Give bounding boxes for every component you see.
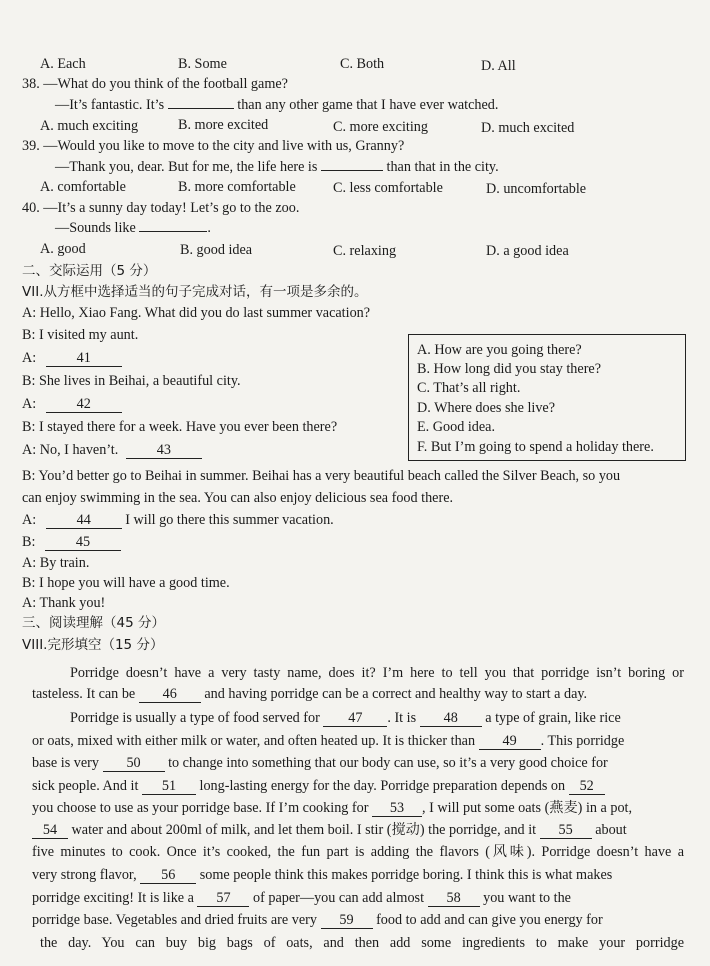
q40-option-c: C. relaxing — [333, 243, 397, 259]
q40-question — [22, 199, 299, 217]
q40-response: —Sounds like . — [55, 220, 211, 236]
blank-41: 41 — [46, 351, 122, 367]
box-option-f: F. But I’m going to spend a holiday there. — [417, 439, 654, 455]
q39-number: 39. — [22, 138, 40, 154]
blank-54: 54 — [32, 823, 68, 839]
box-option-e: E. Good idea. — [417, 419, 496, 435]
passage-line-8: 54 water and about 200ml of milk, and let them boil. I stir (搅动) the porridge, and it 55 about — [32, 821, 627, 839]
dialog-line-9: can enjoy swimming in the sea. You can also enjoy delicious sea food there. — [22, 490, 454, 506]
dialog-line-6: B: I stayed there for a week. Have you ever been there? — [22, 419, 338, 435]
q39-option-d: D. uncomfortable — [486, 181, 587, 197]
q37-option-c: C. Both — [340, 56, 385, 72]
dialog-line-12: A: By train. — [22, 555, 90, 571]
q39-question — [22, 137, 404, 155]
dialog-line-5: A: 42 — [22, 395, 122, 413]
blank-49: 49 — [479, 734, 541, 750]
q40-text: —It’s a sunny day today! Let’s go to the zoo. — [43, 200, 300, 216]
blank-42: 42 — [46, 397, 122, 413]
options-box — [408, 334, 686, 461]
q39-response: —Thank you, dear. But for me, the life here is than that in the city. — [55, 159, 499, 175]
dialog-line-8: B: You’d better go to Beihai in summer. Beihai has a very beautiful beach called the Silver Beach, so you — [22, 468, 621, 484]
section-3-subheading: VIII.完形填空（15 分） — [22, 637, 164, 653]
passage-line-7: you choose to use as your porridge base. If I’m cooking for 53 , I will put some oats (燕麦) in a pot, — [32, 800, 633, 816]
dialog-line-4: B: She lives in Beihai, a beautiful city. — [22, 373, 241, 389]
dialog-line-2: B: I visited my aunt. — [22, 327, 139, 343]
blank-52: 52 — [569, 779, 605, 795]
passage-line-3: Porridge is usually a type of food served for 47 . It is 48 a type of grain, like rice — [70, 710, 621, 726]
blank-45: 45 — [45, 535, 121, 551]
passage-line-9: five minutes to cook. Once it’s cooked, the fun part is adding the flavors (风味). Porridge doesn’t have a — [32, 844, 684, 860]
q39-option-c: C. less comfortable — [333, 180, 443, 196]
blank-56: 56 — [140, 868, 196, 884]
q38-option-b: B. more excited — [178, 117, 269, 133]
passage-line-11: porridge exciting! It is like a 57 of paper—you can add almost 58 you want to the — [32, 890, 571, 906]
q38-question — [22, 75, 288, 93]
dialog-line-7: A: No, I haven’t. 43 — [22, 441, 202, 459]
q38-option-d: D. much excited — [481, 120, 575, 136]
dialog-line-1: A: Hello, Xiao Fang. What did you do last summer vacation? — [22, 305, 371, 321]
dialog-line-10: A: 44 I will go there this summer vacation. — [22, 512, 334, 528]
blank-50: 50 — [103, 756, 165, 772]
dialog-line-11: B: 45 — [22, 533, 121, 551]
box-option-b: B. How long did you stay there? — [417, 361, 602, 377]
dialog-line-14: A: Thank you! — [22, 595, 106, 611]
q38-number: 38. — [22, 76, 40, 92]
dialog-line-3: A: 41 — [22, 349, 122, 367]
q38-option-c: C. more exciting — [333, 119, 428, 135]
blank-53: 53 — [372, 801, 422, 817]
passage-line-5: base is very 50 to change into something that our body can use, so it’s a very good choice for — [32, 755, 608, 771]
blank-51: 51 — [142, 779, 196, 795]
box-option-c: C. That’s all right. — [417, 380, 521, 396]
blank-43: 43 — [126, 443, 202, 459]
passage-line-12: porridge base. Vegetables and dried fruits are very 59 food to add and can give you energy for — [32, 912, 603, 928]
q38-text: —What do you think of the football game? — [43, 76, 288, 92]
q38-blank — [168, 108, 234, 109]
blank-58: 58 — [428, 891, 480, 907]
blank-47: 47 — [323, 711, 387, 727]
blank-44: 44 — [46, 513, 122, 529]
q38-response: —It’s fantastic. It’s than any other game that I have ever watched. — [55, 97, 499, 113]
section-2-heading: 二、交际运用（5 分） — [22, 263, 157, 279]
passage-line-1: Porridge doesn’t have a very tasty name, does it? I’m here to tell you that porridge isn’t boring or — [70, 665, 684, 681]
passage-line-10: very strong flavor, 56 some people think this makes porridge boring. I think this is what makes — [32, 867, 613, 883]
q40-number: 40. — [22, 200, 40, 216]
passage-line-2: tasteless. It can be 46 and having porridge can be a correct and healthy way to start a day. — [32, 686, 588, 702]
blank-55: 55 — [540, 823, 592, 839]
q39-option-b: B. more comfortable — [178, 179, 296, 195]
q40-option-b: B. good idea — [180, 242, 253, 258]
passage-line-4: or oats, mixed with either milk or water, and often heated up. It is thicker than 49 . This porridge — [32, 733, 625, 749]
passage-line-13: the day. You can buy big bags of oats, and then add some ingredients to make your porridge — [40, 935, 684, 951]
passage-line-6: sick people. And it 51 long-lasting energy for the day. Porridge preparation depends on 52 — [32, 777, 605, 795]
q37-option-d: D. All — [481, 58, 516, 74]
box-option-a: A. How are you going there? — [417, 342, 582, 358]
q40-blank — [139, 231, 207, 232]
box-option-d: D. Where does she live? — [417, 400, 556, 416]
blank-57: 57 — [197, 891, 249, 907]
q37-option-b: B. Some — [178, 56, 227, 72]
q37-option-a: A. Each — [40, 56, 86, 72]
blank-48: 48 — [420, 711, 482, 727]
blank-46: 46 — [139, 687, 201, 703]
blank-59: 59 — [321, 913, 373, 929]
q40-option-a: A. good — [40, 241, 86, 257]
section-3-heading: 三、阅读理解（45 分） — [22, 615, 165, 631]
q38-option-a: A. much exciting — [40, 118, 139, 134]
q39-text: —Would you like to move to the city and live with us, Granny? — [43, 138, 405, 154]
dialog-line-13: B: I hope you will have a good time. — [22, 575, 230, 591]
q40-option-d: D. a good idea — [486, 243, 569, 259]
section-2-instruction: VII.从方框中选择适当的句子完成对话，有一项是多余的。 — [22, 284, 368, 300]
q39-blank — [321, 170, 383, 171]
q39-option-a: A. comfortable — [40, 179, 126, 195]
